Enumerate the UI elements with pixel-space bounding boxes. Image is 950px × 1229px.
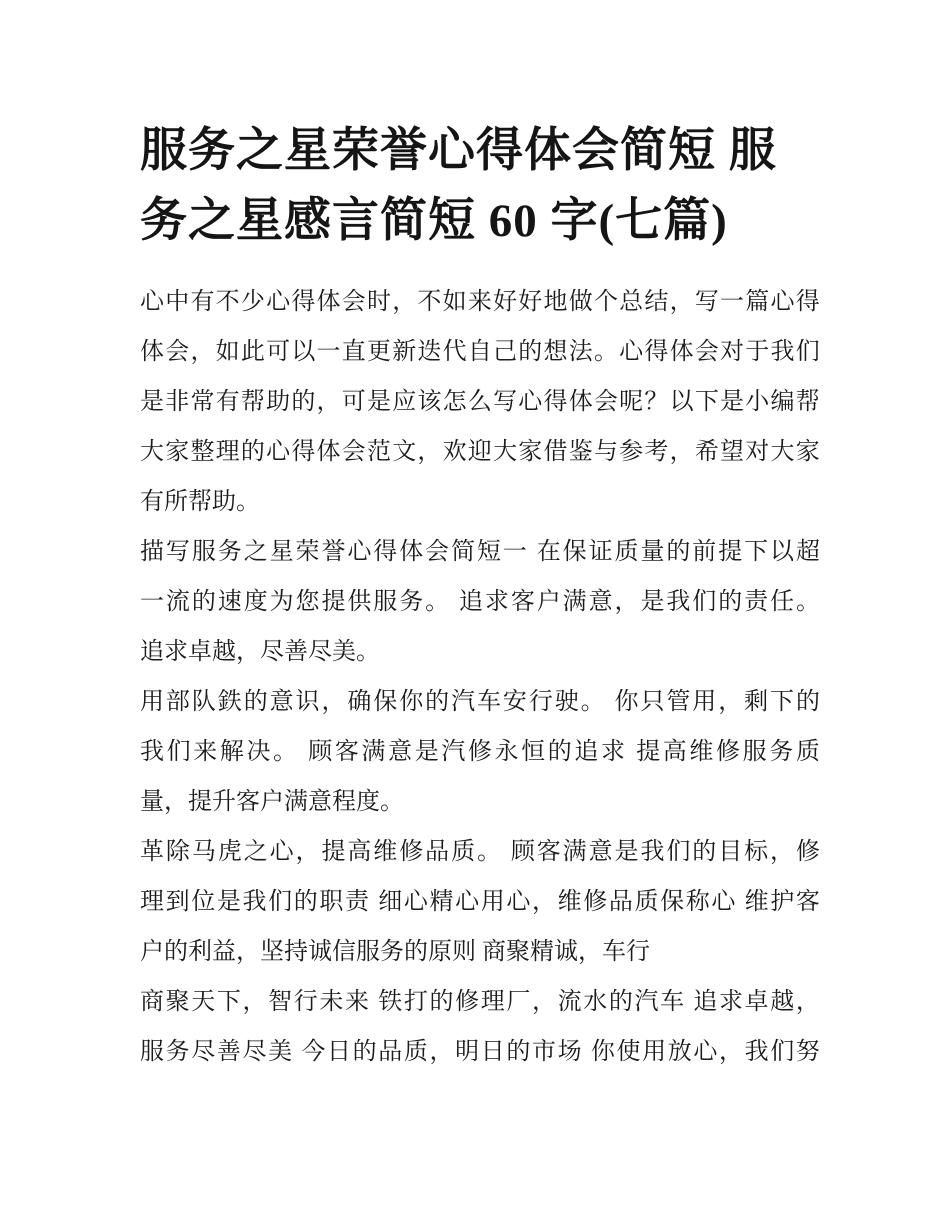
body-line: 描 写 服 务 之 星 荣 誉 心 得 体 会 简 短 一 在 保 证 质 量 的 前 提 下 以 超 [140, 539, 820, 565]
document-title [140, 116, 820, 256]
body-line: 用 部 队 鉄 的 意 识 ， 确 保 你 的 汽 车 安 行 驶 。 你 只 管 用 ， 剩 下 的 [140, 689, 820, 715]
body-line: 服 务 尽 善 尽 美 今 日 的 品 质 ， 明 日 的 市 场 你 使 用 放 心 ， 我 们 努 [140, 1039, 820, 1065]
title-line: 服务之星荣誉心得体会简短 服 [140, 125, 777, 177]
body-line: 是 非 常 有 帮 助 的 ， 可 是 应 该 怎 么 写 心 得 体 会 呢 ？ 以 下 是 小 编 帮 [140, 389, 820, 415]
body-line: 有所帮助。 [140, 489, 260, 515]
body-line: 我 们 来 解 决 。 顾 客 满 意 是 汽 修 永 恒 的 追 求 提 高 维 修 服 务 质 [140, 739, 820, 765]
paragraph [140, 277, 820, 527]
paragraph [140, 977, 820, 1077]
body-line: 大 家 整 理 的 心 得 体 会 范 文 ， 欢 迎 大 家 借 鉴 与 参 考 ， 希 望 对 大 家 [140, 439, 820, 465]
title-line: 务之星感言简短 60 字(七篇) [140, 195, 728, 247]
body-line: 革 除 马 虎 之 心 ， 提 高 维 修 品 质 。 顾 客 满 意 是 我 们 的 目 标 ， 修 [140, 839, 820, 865]
document-body [140, 277, 820, 1077]
paragraph [140, 827, 820, 977]
body-line: 一 流 的 速 度 为 您 提 供 服 务 。 追 求 客 户 满 意 ， 是 我 们 的 责 任 。 [140, 589, 820, 615]
body-line: 体 会 ， 如 此 可 以 一 直 更 新 迭 代 自 己 的 想 法 。 心 得 体 会 对 于 我 们 [140, 339, 820, 365]
body-line: 商 聚 天 下 ， 智 行 未 来 铁 打 的 修 理 厂 ， 流 水 的 汽 车 追 求 卓 越 ， [140, 989, 820, 1015]
body-line: 追求卓越，尽善尽美。 [140, 639, 380, 665]
document-content [140, 116, 820, 1077]
paragraph [140, 527, 820, 677]
body-line: 户的利益，坚持诚信服务的原则 商聚精诚，车行 [140, 939, 650, 965]
body-line: 理 到 位 是 我 们 的 职 责 细 心 精 心 用 心 ， 维 修 品 质 保 称 心 维 护 客 [140, 889, 820, 915]
paragraph [140, 677, 820, 827]
body-line: 量，提升客户满意程度。 [140, 789, 404, 815]
body-line: 心 中 有 不 少 心 得 体 会 时 ， 不 如 来 好 好 地 做 个 总 结 ， 写 一 篇 心 得 [140, 289, 820, 315]
